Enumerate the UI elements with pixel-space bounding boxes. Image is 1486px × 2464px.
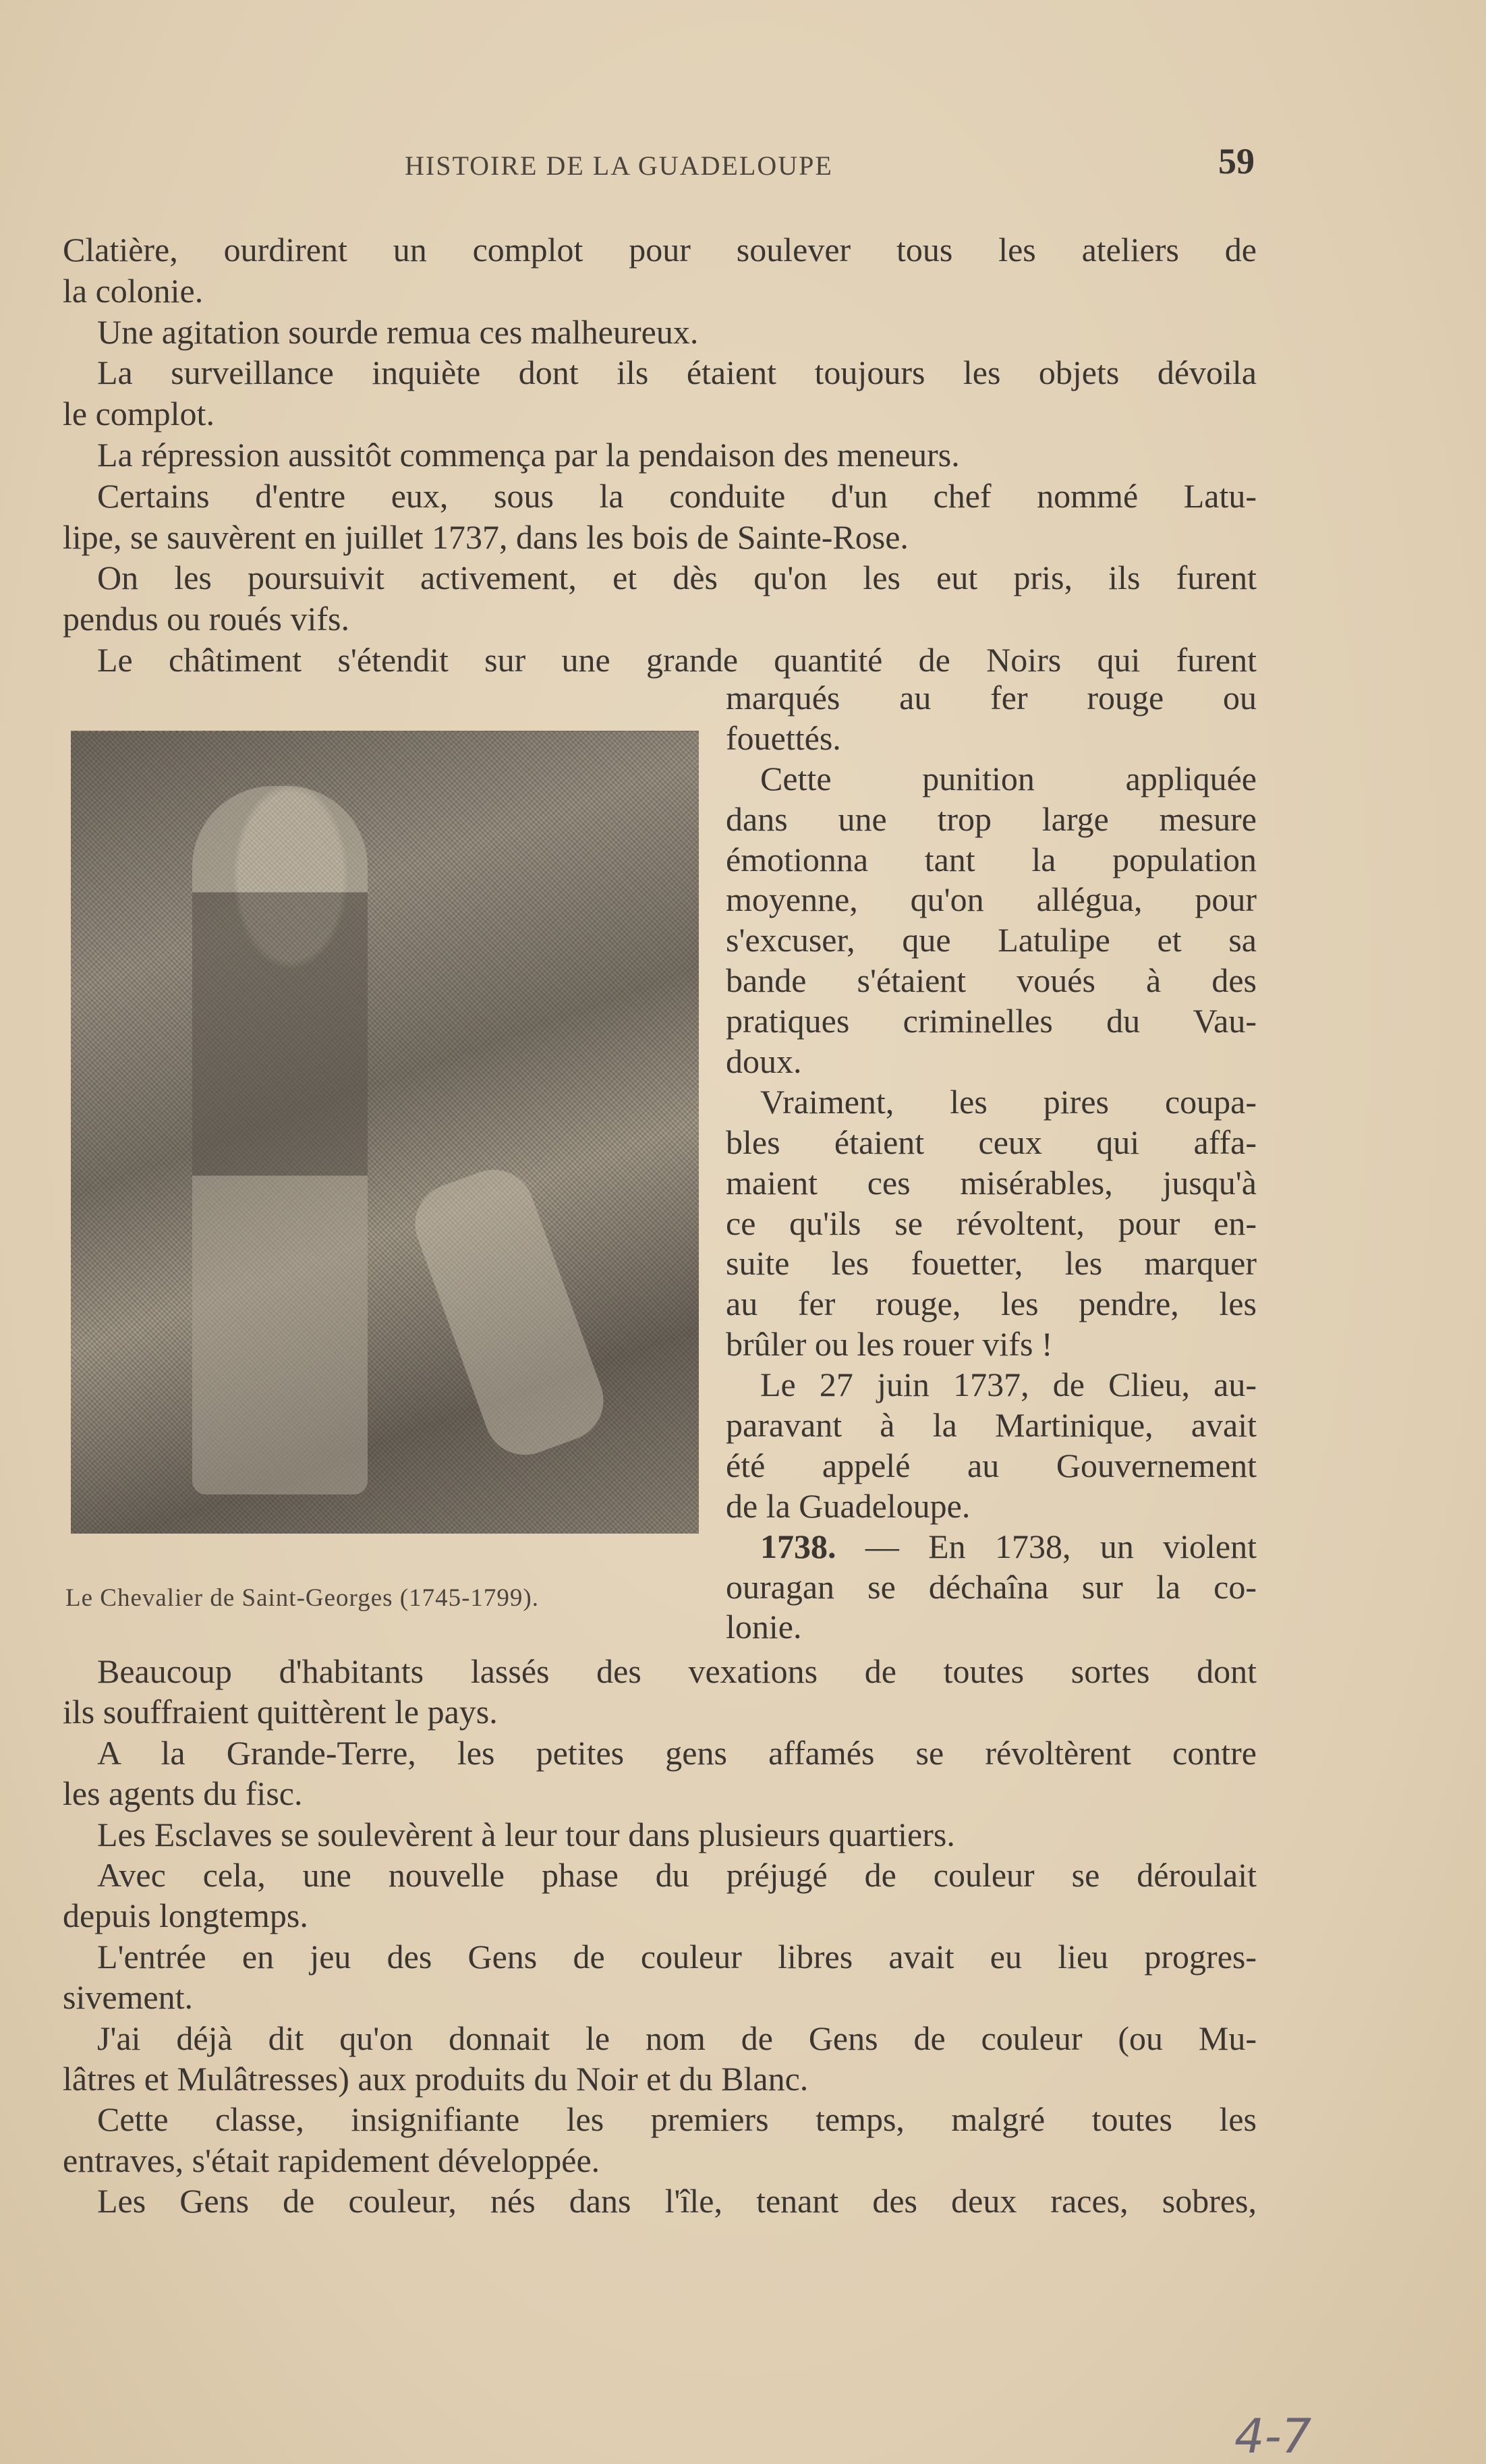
- text-line: sivement.: [63, 1978, 194, 2017]
- illustration-caption: Le Chevalier de Saint-Georges (1745-1799).: [65, 1584, 539, 1612]
- text-line: ce qu'ils se révoltent, pour en-: [726, 1204, 1257, 1242]
- text-line: Clatière, ourdirent un complot pour soulever tous les ateliers de: [63, 231, 1257, 269]
- portrait-illustration: [71, 731, 699, 1534]
- text-line: entraves, s'était rapidement développée.: [63, 2141, 600, 2179]
- text-line: Les Esclaves se soulevèrent à leur tour dans plusieurs quartiers.: [97, 1815, 955, 1853]
- text-line: On les poursuivit activement, et dès qu'on les eut pris, ils furent: [97, 559, 1257, 597]
- text-line: Cette classe, insignifiante les premiers temps, malgré toutes les: [97, 2100, 1257, 2139]
- text-block-top: [63, 229, 1257, 681]
- paragraph: [63, 476, 1257, 558]
- text-line: Une agitation sourde remua ces malheureux.: [97, 312, 699, 351]
- running-title: HISTOIRE DE LA GUADELOUPE: [405, 150, 833, 181]
- text-line: Vraiment, les pires coupa-: [760, 1082, 1257, 1121]
- paragraph: [63, 557, 1257, 640]
- text-line: pendus ou roués vifs.: [63, 600, 349, 638]
- portrait-detail: [404, 1158, 615, 1466]
- text-line: bande s'étaient voués à des: [726, 961, 1257, 1000]
- paragraph: [63, 1936, 1257, 2018]
- paragraph: [63, 352, 1257, 435]
- text-line: lipe, se sauvèrent en juillet 1737, dans les bois de Sainte-Rose.: [63, 517, 909, 556]
- text-line: lâtres et Mulâtresses) aux produits du Noir et du Blanc.: [63, 2059, 809, 2098]
- text-line: Le châtiment s'étendit sur une grande quantité de Noirs qui furent: [97, 640, 1257, 679]
- paragraph: [726, 1082, 1257, 1365]
- page-number: 59: [1218, 141, 1255, 181]
- text-line: le complot.: [63, 395, 215, 433]
- text-line: doux.: [726, 1042, 802, 1081]
- text-block-right-column: [726, 678, 1257, 1648]
- text-line: Cette punition appliquée: [760, 759, 1257, 797]
- text-line: suite les fouetter, les marquer: [726, 1244, 1257, 1283]
- text-line: A la Grande-Terre, les petites gens affamés se révoltèrent contre: [97, 1733, 1257, 1772]
- handwritten-annotation: 4-7: [1234, 2409, 1312, 2464]
- text-line: brûler ou les rouer vifs !: [726, 1325, 1053, 1364]
- text-line: Les Gens de couleur, nés dans l'île, tenant des deux races, sobres,: [97, 2182, 1257, 2220]
- text-line: J'ai déjà dit qu'on donnait le nom de Gens de couleur (ou Mu-: [97, 2019, 1257, 2057]
- paragraph: [63, 229, 1257, 312]
- paragraph: [63, 312, 1257, 353]
- paragraph: [726, 1527, 1257, 1648]
- paragraph: [726, 1365, 1257, 1527]
- text-line: lonie.: [726, 1608, 802, 1646]
- text-line: pratiques criminelles du Vau-: [726, 1002, 1257, 1040]
- text-line: de la Guadeloupe.: [726, 1486, 971, 1525]
- text-line: depuis longtemps.: [63, 1897, 308, 1935]
- text-line: ils souffraient quittèrent le pays.: [63, 1693, 498, 1731]
- paragraph: [63, 2099, 1257, 2181]
- text-block-bottom: [63, 1651, 1257, 2221]
- paragraph: [726, 759, 1257, 1082]
- text-line: Beaucoup d'habitants lassés des vexations de toutes sortes dont: [97, 1652, 1257, 1690]
- text-line: été appelé au Gouvernement: [726, 1446, 1257, 1484]
- paragraph: [63, 2018, 1257, 2100]
- text-line: dans une trop large mesure: [726, 800, 1257, 838]
- text-line: Avec cela, une nouvelle phase du préjugé de couleur se déroulait: [97, 1855, 1257, 1894]
- paragraph: [63, 640, 1257, 681]
- text-line: La surveillance inquiète dont ils étaient toujours les objets dévoila: [97, 354, 1257, 392]
- year-heading: 1738.: [760, 1527, 836, 1565]
- text-line: Le 27 juin 1737, de Clieu, au-: [760, 1366, 1257, 1404]
- paragraph: [63, 1814, 1257, 1855]
- text-line: paravant à la Martinique, avait: [726, 1406, 1257, 1445]
- text-line: L'entrée en jeu des Gens de couleur libres avait eu lieu progres-: [97, 1937, 1257, 1976]
- paragraph: [63, 1855, 1257, 1936]
- paragraph: [63, 1651, 1257, 1733]
- text-line: La répression aussitôt commença par la pendaison des meneurs.: [97, 435, 960, 474]
- paragraph: [63, 1733, 1257, 1814]
- portrait-figure: [192, 786, 368, 1494]
- text-line: bles étaient ceux qui affa-: [726, 1123, 1257, 1161]
- text-line: fouettés.: [726, 719, 841, 757]
- text-line: la colonie.: [63, 271, 204, 310]
- text-line: les agents du fisc.: [63, 1774, 303, 1813]
- text-line-content: — En 1738, un violent: [865, 1527, 1257, 1565]
- text-line: [726, 1527, 1257, 1567]
- text-line: au fer rouge, les pendre, les: [726, 1285, 1257, 1323]
- text-line: ouragan se déchaîna sur la co-: [726, 1567, 1257, 1606]
- text-line: émotionna tant la population: [726, 840, 1257, 878]
- text-line: Certains d'entre eux, sous la conduite d'un chef nommé Latu-: [97, 476, 1257, 515]
- paragraph: [63, 2181, 1257, 2221]
- text-line: s'excuser, que Latulipe et sa: [726, 921, 1257, 959]
- paragraph: [63, 435, 1257, 476]
- paragraph: [726, 678, 1257, 759]
- text-line: marqués au fer rouge ou: [726, 679, 1257, 717]
- text-line: maient ces misérables, jusqu'à: [726, 1163, 1257, 1202]
- text-line: moyenne, qu'on allégua, pour: [726, 880, 1257, 919]
